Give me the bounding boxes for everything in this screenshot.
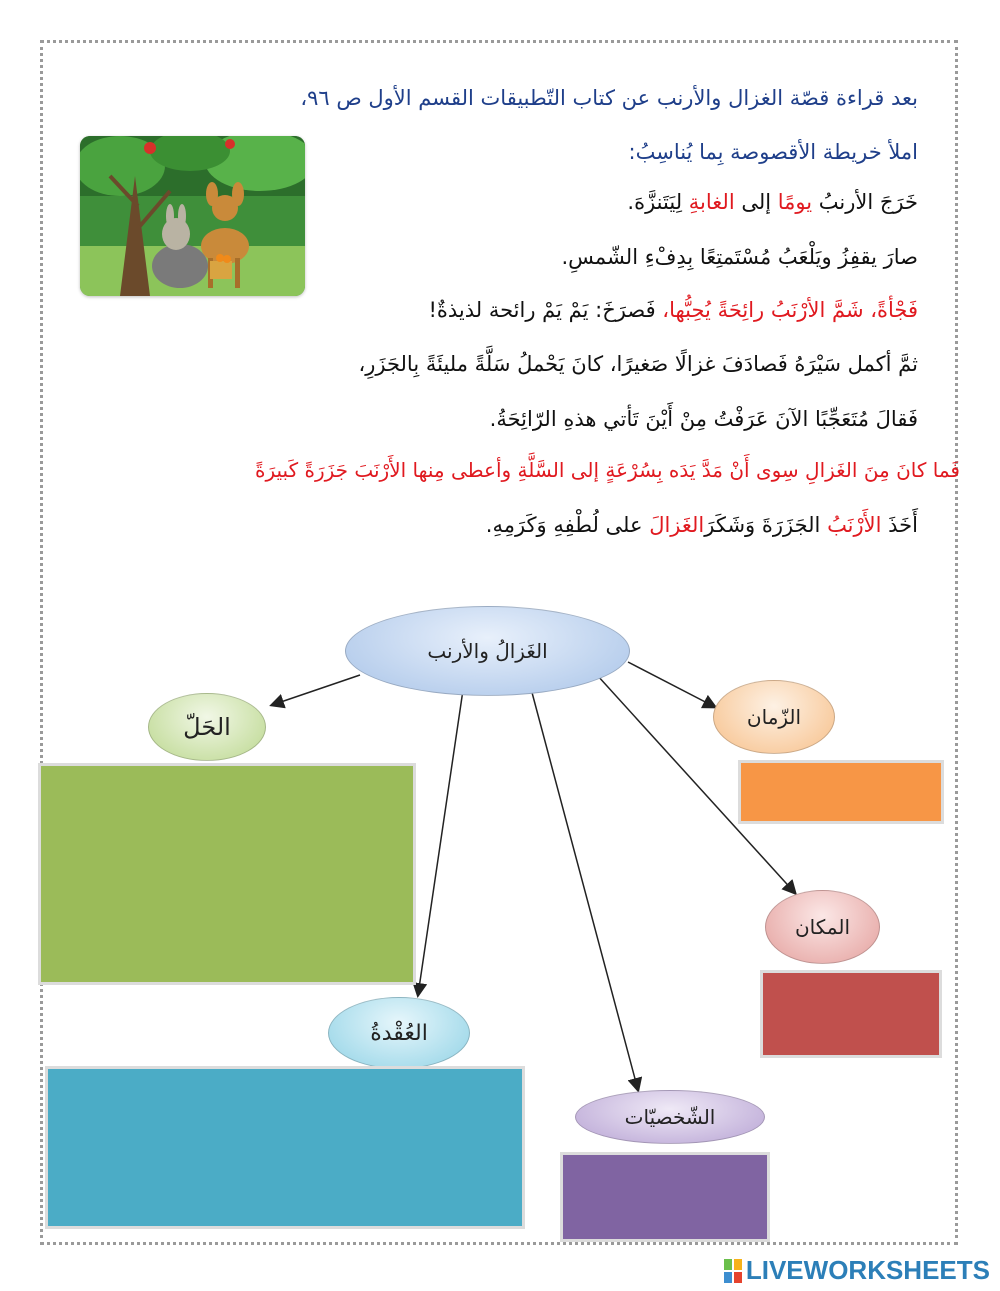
story-line-5: فَقالَ مُتَعَجِّبًا الآنَ عَرَفْتُ مِنْ أَيْنَ تَأتي هذهِ الرّائِحَةُ. xyxy=(489,407,918,431)
place-answer-box[interactable] xyxy=(760,970,942,1058)
story-line-7-part: الجَزَرَةَ وَشَكَرَ xyxy=(704,513,828,537)
characters-label: الشّخصيّات xyxy=(624,1105,716,1129)
solution-answer-box[interactable] xyxy=(38,763,416,985)
time-node xyxy=(713,680,835,754)
plot-answer-box[interactable] xyxy=(45,1066,525,1229)
characters-answer-box[interactable] xyxy=(560,1152,770,1242)
solution-label: الحَلّ xyxy=(183,713,231,741)
instruction-text: املأ خريطة الأقصوصة بِما يُناسِبُ: xyxy=(628,140,918,164)
story-line-1-highlight: الغابةِ xyxy=(688,190,735,214)
story-line-2: صارَ يقفِزُ ويَلْعَبُ مُسْتَمتِعًا بِدِفْءِ الشّمسِ. xyxy=(561,245,918,269)
story-line-1-part: إلى xyxy=(734,190,778,214)
story-line-7-highlight: الأَرْنَبُ xyxy=(827,513,882,537)
liveworksheets-logo xyxy=(724,1255,990,1286)
story-line-7-highlight: الغَزالَ xyxy=(649,513,705,537)
solution-box-fill xyxy=(41,766,413,982)
story-line-1-part: خَرَجَ الأرنبُ xyxy=(812,190,918,214)
place-label: المكان xyxy=(794,915,851,939)
characters-box-fill xyxy=(563,1155,767,1239)
story-line-7-part: أَخَذَ xyxy=(881,513,918,537)
characters-node xyxy=(575,1090,765,1144)
story-line-1-part: لِيَتَنزَّهَ. xyxy=(627,190,689,214)
story-line-4: ثمَّ أكمل سَيْرَهُ فَصادَفَ غزالًا صَغيرًا، كانَ يَحْملُ سَلَّةً مليئَةً بِالجَزَرِ، xyxy=(358,352,918,376)
story-line-6: فَما كانَ مِنَ الغَزالِ سِوى أَنْ مَدَّ يَدَه بِسُرْعَةٍ إلى السَّلَّةِ وأعطى مِنها الأَرْنَبَ جَزَرَةً كَبيرَةً xyxy=(255,458,960,482)
intro-text: بعد قراءة قصّة الغزال والأرنب عن كتاب التّطبيقات القسم الأول ص ٩٦، xyxy=(300,86,918,110)
place-node xyxy=(765,890,880,964)
map-center-node xyxy=(345,606,630,696)
time-answer-box[interactable] xyxy=(738,760,944,824)
plot-box-fill xyxy=(48,1069,522,1226)
story-line-7-part: على لُطْفِهِ وَكَرَمِهِ. xyxy=(485,513,650,537)
story-line-3-highlight: فَجْأةً، شَمَّ الأرْنَبُ رائِحَةً يُحِبُّها، xyxy=(662,298,918,322)
liveworksheets-brand: LIVEWORKSHEETS xyxy=(745,1255,990,1285)
map-center-label: الغَزالُ والأرنب xyxy=(427,639,548,663)
time-label: الزّمان xyxy=(746,705,802,729)
place-box-fill xyxy=(763,973,939,1055)
story-line-3-part: فَصرَخَ: يَمْ يَمْ رائحة لذيذةٌ! xyxy=(428,298,663,322)
plot-node xyxy=(328,997,470,1069)
time-box-fill xyxy=(741,763,941,821)
story-line-1-highlight: يومًا xyxy=(777,190,813,214)
liveworksheets-icon xyxy=(724,1259,742,1283)
solution-node xyxy=(148,693,266,761)
plot-label: العُقْدةُ xyxy=(370,1020,428,1046)
